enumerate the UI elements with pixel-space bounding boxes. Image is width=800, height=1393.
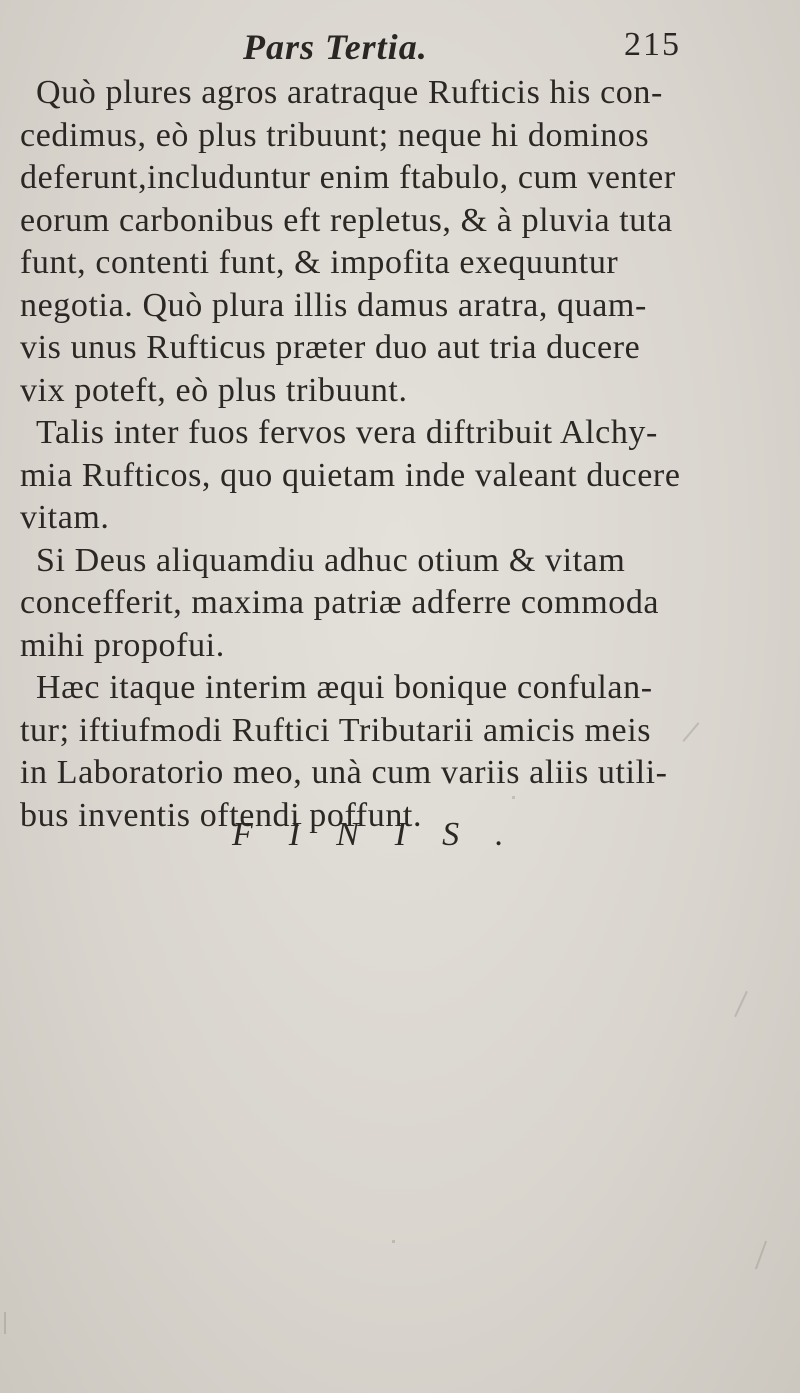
paper-speck — [4, 1312, 6, 1334]
body-text — [20, 72, 780, 837]
running-title: Pars Tertia. — [243, 27, 428, 67]
finis-colophon: FINIS. — [232, 816, 540, 853]
text-line: in Laboratorio meo, unà cum variis aliis utili- — [20, 754, 668, 791]
text-line: Talis inter fuos fervos vera diftribuit Alchy- — [36, 414, 658, 451]
paper-speck — [755, 1241, 767, 1270]
text-line: cedimus, eò plus tribuunt; neque hi dominos — [20, 116, 650, 154]
paper-speck — [734, 991, 748, 1017]
running-head — [0, 26, 800, 70]
text-line: Quò plures agros aratraque Rufticis his con- — [36, 74, 663, 111]
text-line: Hæc itaque interim æqui bonique confulan- — [36, 669, 653, 706]
text-line: mihi propofui. — [20, 626, 225, 664]
text-line: concefferit, maxima patriæ adferre commoda — [20, 584, 660, 621]
page-number: 215 — [624, 26, 681, 63]
paper-speck — [392, 1240, 395, 1243]
text-line: deferunt,includuntur enim ftabulo, cum venter — [20, 159, 676, 196]
text-line: vis unus Rufticus præter duo aut tria ducere — [20, 329, 641, 366]
text-line: vix poteft, eò plus tribuunt. — [20, 371, 408, 409]
text-line: negotia. Quò plura illis damus aratra, quam- — [20, 286, 647, 324]
text-line: Si Deus aliquamdiu adhuc otium & vitam — [36, 541, 626, 579]
text-line: funt, contenti funt, & impofita exequuntur — [20, 244, 619, 281]
text-line: mia Rufticos, quo quietam inde valeant ducere — [20, 456, 681, 494]
text-line: eorum carbonibus eft repletus, & à pluvia tuta — [20, 201, 673, 239]
text-line: vitam. — [20, 499, 110, 536]
text-line: bus inventis oftendi poffunt. — [20, 796, 423, 834]
text-line: tur; iftiufmodi Ruftici Tributarii amicis meis — [20, 711, 652, 749]
